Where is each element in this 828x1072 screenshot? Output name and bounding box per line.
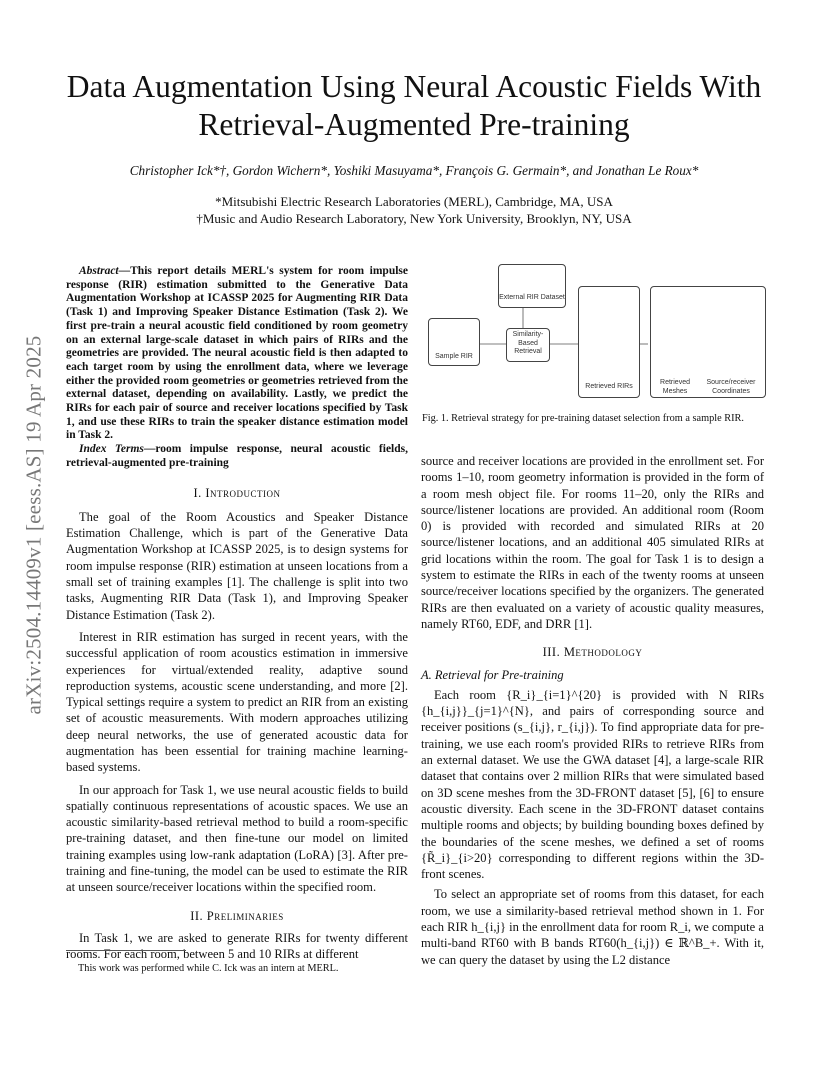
index-terms-label: Index Terms (79, 443, 144, 456)
intro-paragraph-3: In our approach for Task 1, we use neural acoustic fields to build spatially continuous representations of acoustic spaces. We use an acoustic similarity-based retrieval method to build a room-specific pre-training dataset, and then fine-tune our model on limited training examples using low-rank adaptation (LoRA) [3]. After pre-training and fine-tuning, the model can be used to estimate the RIR at unseen source/receiver locations within the specified room. (66, 782, 408, 895)
affiliation-1: *Mitsubishi Electric Research Laboratories (MERL), Cambridge, MA, USA (215, 194, 613, 209)
retrieved-rirs-label: Retrieved RIRs (585, 383, 633, 390)
intro-paragraph-1: The goal of the Room Acoustics and Speaker Distance Estimation Challenge, which is part of the Generative Data Augmentation Workshop at ICASSP 2025, is to design systems for room impulse response (RIR) estimation at unseen locations from a small set of training examples [1]. The challenge is split into two tasks, Augmenting RIR Data (Task 1), and Improving Speaker Distance Estimation (Task 2). (66, 509, 408, 622)
similarity-box (506, 328, 550, 362)
prelim-heading: II. Preliminaries (190, 908, 284, 923)
retrieved-rirs-box (578, 286, 640, 398)
coords-label: Source/receiver Coordinates (706, 379, 756, 395)
meshes-coords-box (650, 286, 766, 398)
external-dataset-label: External RIR Dataset (499, 294, 565, 301)
arxiv-stamp (14, 270, 54, 780)
method-heading: III. Methodology (542, 645, 643, 660)
footnote-rule (66, 950, 186, 951)
left-column (66, 265, 408, 963)
index-terms-text: —room impulse response, neural acoustic fields, retrieval-augmented pre-training (66, 443, 408, 469)
intro-paragraph-2: Interest in RIR estimation has surged in recent years, with the successful application of room acoustics estimation in immersive experiences for virtual/extended reality, adaptive sound reproduction systems, acoustic scene understanding, and more [2]. Typical settings require a system to predict an RIR from an existing set of acoustic measurements. With modern approaches utilizing deep neural networks, the use of generated acoustic data for augmentation has been essential for training machine learning-based systems. (66, 629, 408, 775)
method-paragraph-1: Each room {R_i}_{i=1}^{20} is provided with N RIRs {h_{i,j}}_{j=1}^{N}, and pairs of corresponding source and receiver positions (s_{i,j}, r_{i,j}). To find appropriate data for pre-training, we use each room's provided RIRs to retrieve RIRs from an external dataset. We use the GWA dataset [4], a large-scale RIR dataset that contains over 2 million RIRs that were simulated based on 3D scene meshes from the 3D-FRONT dataset [5], [6] to ensure acoustic diversity. Each scene in the 3D-FRONT dataset contains multiple rooms and objects; by building bounding boxes defined by the boundaries of the scene meshes, we defined a set of rooms {R̃_i}_{i>20} corresponding to different regions within the 3D-front scenes. (421, 687, 764, 882)
index-terms (66, 443, 408, 470)
figure-1 (420, 258, 764, 400)
right-column (421, 453, 764, 968)
method-subheading: A. Retrieval for Pre-training (421, 667, 564, 682)
sample-rir-box (428, 318, 480, 366)
retrieved-meshes-label: Retrieved Meshes (660, 379, 690, 395)
right-paragraph-1: source and receiver locations are provided in the enrollment set. For rooms 1–10, room geometry information is provided in the form of a room mesh object file. For rooms 11–20, only the RIRs and source/listener locations are provided. An additional room (Room 0) is provided with recorded and simulated RIRs at 20 source/listener locations, and an additional 405 simulated RIRs at grid locations within the room. The goal for Task 1 is to design a system to estimate the RIRs in each of the twenty rooms at unseen source/receiver locations specified by the organizers. The generated RIRs are then evaluated on a variety of acoustic quality measures, namely RT60, EDF, and DRR [1]. (421, 454, 764, 631)
abstract-text: —This report details MERL's system for room impulse response (RIR) estimation submitted to the Generative Data Augmentation Workshop at ICASSP 2025 for Augmenting RIR Data (Task 1) and Improving Speaker Distance Estimation (Task 2). We first pre-train a neural acoustic field conditioned by room geometry on an external large-scale dataset in which pairs of RIRs and the geometries are provided. The neural acoustic field is then adapted to each target room by using the enrollment data, where we leverage either the provided room geometries or geometries retrieved from the external dataset, depending on availability. Lastly, we predict the RIRs for each pair of source and receiver locations specified by Task 1, and use these RIRs to train the speaker distance estimation model in Task 2. (66, 265, 408, 442)
footnote: This work was performed while C. Ick was an intern at MERL. (78, 963, 339, 974)
affiliation-2: †Music and Audio Research Laboratory, New York University, Brooklyn, NY, USA (196, 211, 632, 226)
arxiv-stamp-text: arXiv:2504.14409v1 [eess.AS] 19 Apr 2025 (21, 335, 46, 715)
abstract (66, 265, 408, 443)
paper-title: Data Augmentation Using Neural Acoustic Fields With Retrieval-Augmented Pre-training (66, 69, 762, 142)
similarity-label: Similarity- Based Retrieval (512, 331, 544, 355)
method-paragraph-2: To select an appropriate set of rooms from this dataset, for each room, we use a similarity-based retrieval method shown in 1. For each RIR h_{i,j} in the enrollment data for room R_i, we compute a multi-band RT60 with B bands RT60(h_{i,j}) ∈ ℝ^B_+. With it, we can query the dataset by using the L2 distance (421, 887, 764, 967)
external-dataset-box (498, 264, 566, 308)
intro-heading: I. Introduction (193, 485, 281, 500)
prelim-paragraph-1: In Task 1, we are asked to generate RIRs for twenty different rooms. For each room, between 5 and 10 RIRs at different (66, 930, 408, 962)
author-list: Christopher Ick*†, Gordon Wichern*, Yoshiki Masuyama*, François G. Germain*, and Jonathan Le Roux* (129, 163, 699, 178)
sample-rir-label: Sample RIR (435, 353, 473, 360)
abstract-label: Abstract (79, 265, 119, 277)
figure-caption: Fig. 1. Retrieval strategy for pre-training dataset selection from a sample RIR. (422, 413, 744, 424)
